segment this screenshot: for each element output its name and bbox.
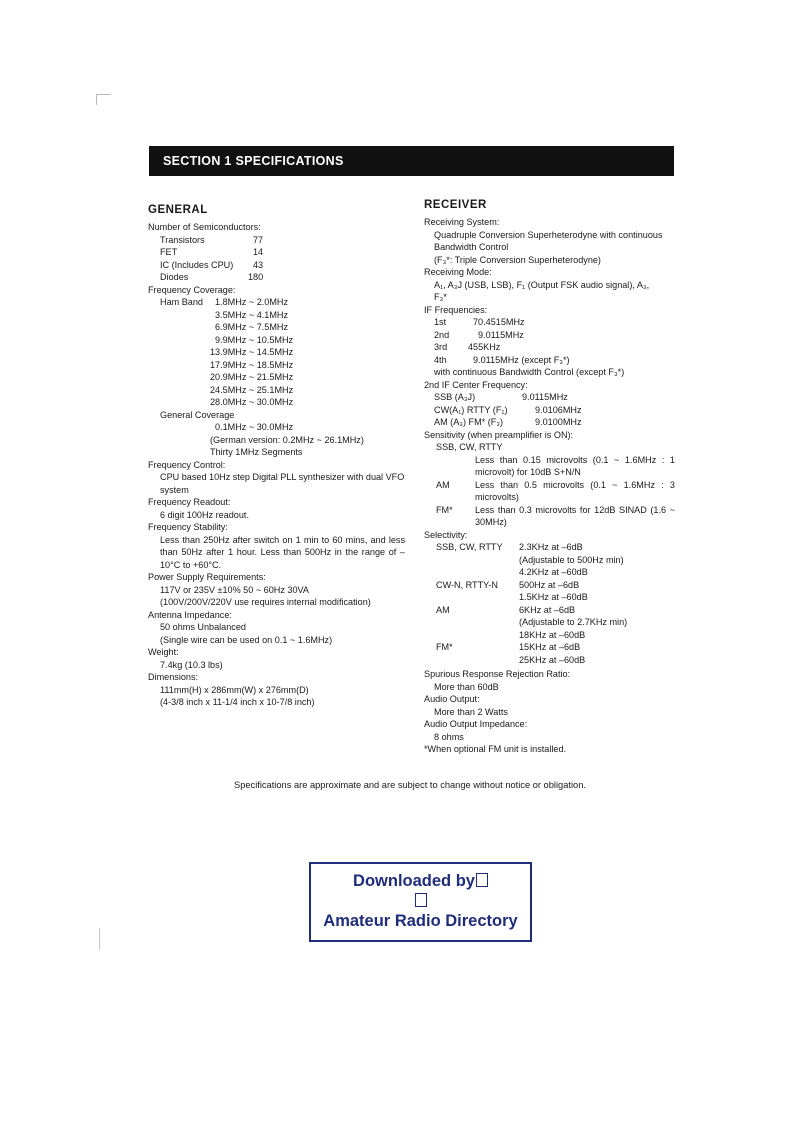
margin-mark [99,928,100,950]
spec-text: 50 ohms Unbalanced [160,622,246,632]
spec-text: More than 2 Watts [434,706,508,717]
general-heading: GENERAL [148,204,208,216]
spec-text: 111mm(H) x 286mm(W) x 276mm(D) [160,684,309,695]
ham-band-row: 20.9MHz ~ 21.5MHz [210,372,294,382]
if-row: 2nd 9.0115MHz [434,329,524,340]
spec-label: Frequency Control: [148,459,226,470]
coverage-row: Thirty 1MHz Segments [210,447,303,457]
spec-text: 7.4kg (10.3 lbs) [160,659,223,670]
footnote: *When optional FM unit is installed. [424,744,567,754]
spec-label: Frequency Coverage: [148,284,236,295]
spec-text: More than 60dB [434,681,499,692]
spec-text: CPU based 10Hz step Digital PLL synthesizer with dual VFO system [160,472,405,495]
spec-label: IF Frequencies: [424,304,488,315]
spec-label: Sensitivity (when preamplifier is ON): [424,429,574,440]
sensitivity-row: AM Less than 0.5 microvolts (0.1 ~ 1.6MHz : 3 microvolts) [436,479,675,502]
directory-link[interactable]: Amateur Radio Directory [323,912,518,930]
spec-text: (Single wire can be used on 0.1 ~ 1.6MHz) [160,634,333,645]
ham-band-row: 24.5MHz ~ 25.1MHz [210,384,294,395]
spec-label: 2nd IF Center Frequency: [424,379,528,390]
selectivity-row: SSB, CW, RTTY 2.3KHz at –6dB (Adjustable to 500Hz min) 4.2KHz at –60dB [436,542,624,577]
spec-label: Number of Semiconductors: [148,222,261,232]
spec-text: (4-3/8 inch x 11-1/4 inch x 10-7/8 inch) [160,697,315,707]
ham-band-row: 6.9MHz ~ 7.5MHz [215,322,289,332]
spec-text: F₃* [434,292,447,302]
receiver-heading: RECEIVER [424,199,487,211]
box-glyph-icon [415,893,427,907]
spec-text: 6 digit 100Hz readout. [160,509,249,520]
spec-label: Power Supply Requirements: [148,572,266,582]
center-row: SSB (A₃J) 9.0115MHz [434,392,568,402]
selectivity-row: CW-N, RTTY-N 500Hz at –6dB 1.5KHz at –60dB [436,579,588,602]
download-stamp[interactable] [309,862,532,942]
general-column [148,203,408,709]
ham-band-row: 3.5MHz ~ 4.1MHz [215,309,289,320]
download-line [311,891,530,911]
spec-label: Dimensions: [148,672,199,682]
ham-band-row: 13.9MHz ~ 14.5MHz [210,347,294,357]
coverage-row: (German version: 0.2MHz ~ 26.1MHz) [210,434,364,445]
section-banner: SECTION 1 SPECIFICATIONS [149,146,674,176]
selectivity-row: FM* 15KHz at –6dB 25KHz at –60dB [436,642,586,665]
ham-band-row: 28.0MHz ~ 30.0MHz [210,397,294,407]
spec-label: Frequency Stability: [148,522,228,532]
spec-label: Audio Output: [424,694,480,704]
spec-text: Quadruple Conversion Superheterodyne with continuous [434,229,663,240]
spec-label: Spurious Response Rejection Ratio: [424,669,571,679]
spec-text: 8 ohms [434,731,464,742]
spec-text: (100V/200V/220V use requires internal modification) [160,597,371,607]
if-row: 3rd 455KHz [434,342,501,352]
ham-band-row: Ham Band 1.8MHz ~ 2.0MHz [160,297,289,307]
ham-band-row: 9.9MHz ~ 10.5MHz [215,334,294,345]
if-row: 4th 9.0115MHz (except F₃*) [434,354,570,365]
spec-text: A₁, A₃J (USB, LSB), F₁ (Output FSK audio signal), A₃, [434,279,650,290]
spec-label: Audio Output Impedance: [424,719,528,729]
semiconductor-row: FET 14 [160,247,264,257]
spec-label: Receiving System: [424,217,500,227]
selectivity-row: AM 6KHz at –6dB (Adjustable to 2.7KHz min) 18KHz at –60dB [436,604,628,640]
semiconductor-row: Transistors 77 [160,234,264,245]
ham-band-row: 17.9MHz ~ 18.5MHz [210,359,294,370]
semiconductor-row: Diodes 180 [160,272,264,282]
if-row: 1st 70.4515MHz [434,317,525,327]
spec-text: Bandwidth Control [434,242,509,252]
spec-text: with continuous Bandwidth Control (except F₃*) [434,367,625,377]
sensitivity-row: SSB, CW, RTTY Less than 0.15 microvolts (0.1 ~ 1.6MHz : 1 microvolt) for 10dB S+N/N [436,442,675,477]
spec-label: Weight: [148,647,179,657]
corner-mark [96,94,111,105]
spec-text: (F₃*: Triple Conversion Superheterodyne) [434,254,601,265]
center-row: CW(A₁) RTTY (F₁) 9.0106MHz [434,404,582,415]
spec-label: Receiving Mode: [424,267,492,277]
spec-label: Frequency Readout: [148,497,231,507]
coverage-row: 0.1MHz ~ 30.0MHz [215,422,294,432]
spec-label: Selectivity: [424,529,468,540]
box-glyph-icon [476,873,488,887]
disclaimer: Specifications are approximate and are subject to change without notice or obligation. [234,780,586,790]
spec-label: Antenna Impedance: [148,609,232,620]
sensitivity-row: FM* Less than 0.3 microvolts for 12dB SINAD (1.6 ~ 30MHz) [436,504,675,527]
spec-text: Less than 250Hz after switch on 1 min to 60 mins, and less than 50Hz after 1 hour. Less than 500Hz in the range of –10°C to +60°C. [160,534,405,570]
download-line: Downloaded by [311,871,530,891]
center-row: AM (A₃) FM* (F₃) 9.0100MHz [434,417,582,427]
receiver-column [424,198,679,756]
spec-text: 117V or 235V ±10% 50 ~ 60Hz 30VA [160,584,309,595]
semiconductor-row: IC (Includes CPU) 43 [160,259,264,270]
spec-sublabel: General Coverage [160,409,235,420]
